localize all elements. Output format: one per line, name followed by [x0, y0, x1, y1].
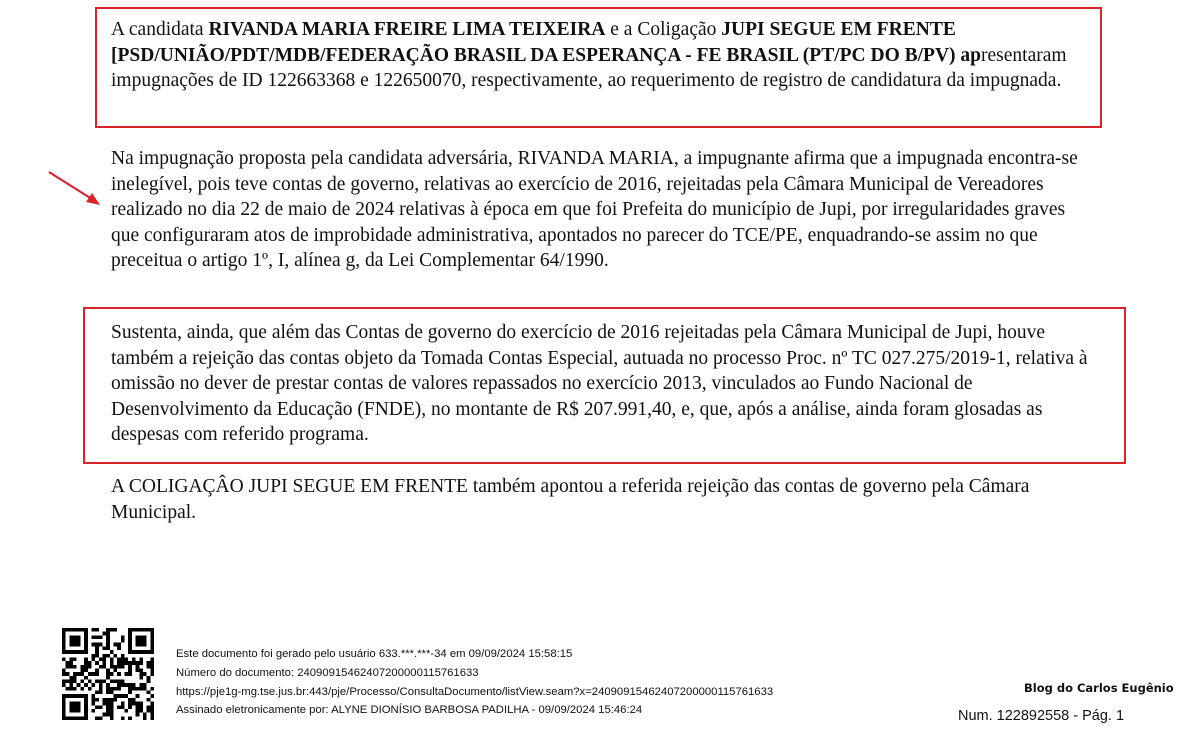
- paragraph-impugnacoes: [111, 17, 1096, 94]
- p1-text-1: A candidata: [111, 19, 209, 40]
- red-arrow-icon: [45, 168, 105, 210]
- footer-document-number: Número do documento: 24090915462407200000115761633: [176, 666, 479, 679]
- p1-coalition-name: JUPI SEGUE EM FRENTE [PSD/UNIÃO/PDT/MDB/FEDERAÇÃO BRASIL DA ESPERANÇA - FE BRASIL (PT/PC DO B/PV) ap: [111, 19, 982, 66]
- page-number: Num. 122892558 - Pág. 1: [958, 708, 1125, 724]
- paragraph-coligacao: A COLIGAÇÂO JUPI SEGUE EM FRENTE também apontou a referida rejeição das contas de governo pela Câmara Municipal.: [111, 476, 1030, 523]
- footer-generated-by: Este documento foi gerado pelo usuário 633.***.***-34 em 09/09/2024 15:58:15: [176, 648, 573, 660]
- qr-code-icon: [62, 628, 154, 720]
- p1-candidate-name: RIVANDA MARIA FREIRE LIMA TEIXEIRA: [208, 19, 606, 40]
- p1-text-3: resentaram impugnações de ID 122663368 e 122650070, respectivamente, ao requerimento de registro de candidatura da impugnada.: [111, 44, 1067, 92]
- paragraph-impugnacao-rivanda: Na impugnação proposta pela candidata adversária, RIVANDA MARIA, a impugnante afirma que a impugnada encontra-se inelegível, pois teve contas de governo, relativas ao exercício de 2016, rejeitadas pela Câmara Municipal de Vereadores realizado no dia 22 de maio de 2024 relativas à época em que foi Prefeita do município de Jupi, por irregularidades graves que configuraram atos de improbidade administrativa, apontados no parecer do TCE/PE, enquadrando-se assim no que preceitua o artigo 1º, I, alínea g, da Lei Complementar 64/1990.: [111, 148, 1078, 272]
- footer-signed-by: Assinado eletronicamente por: ALYNE DIONÍSIO BARBOSA PADILHA - 09/09/2024 15:46:24: [176, 704, 643, 717]
- p1-text-2: e a Coligação: [605, 19, 722, 40]
- document-footer: [176, 645, 773, 720]
- footer-document-url[interactable]: https://pje1g-mg.tse.jus.br:443/pje/Processo/ConsultaDocumento/listView.seam?x=24090915462407200000115761633: [176, 685, 774, 698]
- paragraph-sustenta: Sustenta, ainda, que além das Contas de governo do exercício de 2016 rejeitadas pela Câmara Municipal de Jupi, houve também a rejeição das contas objeto da Tomada Contas Especial, autuada no processo Proc. nº TC 027.275/2019-1, relativa à omissão no dever de prestar contas de valores repassados no exercício 2013, vinculados ao Fundo Nacional de Desenvolvimento da Educação (FNDE), no montante de R$ 207.991,40, e, que, após a análise, ainda foram glosadas as despesas com referido programa.: [111, 322, 1088, 446]
- blog-watermark: Blog do Carlos Eugênio: [1024, 681, 1174, 695]
